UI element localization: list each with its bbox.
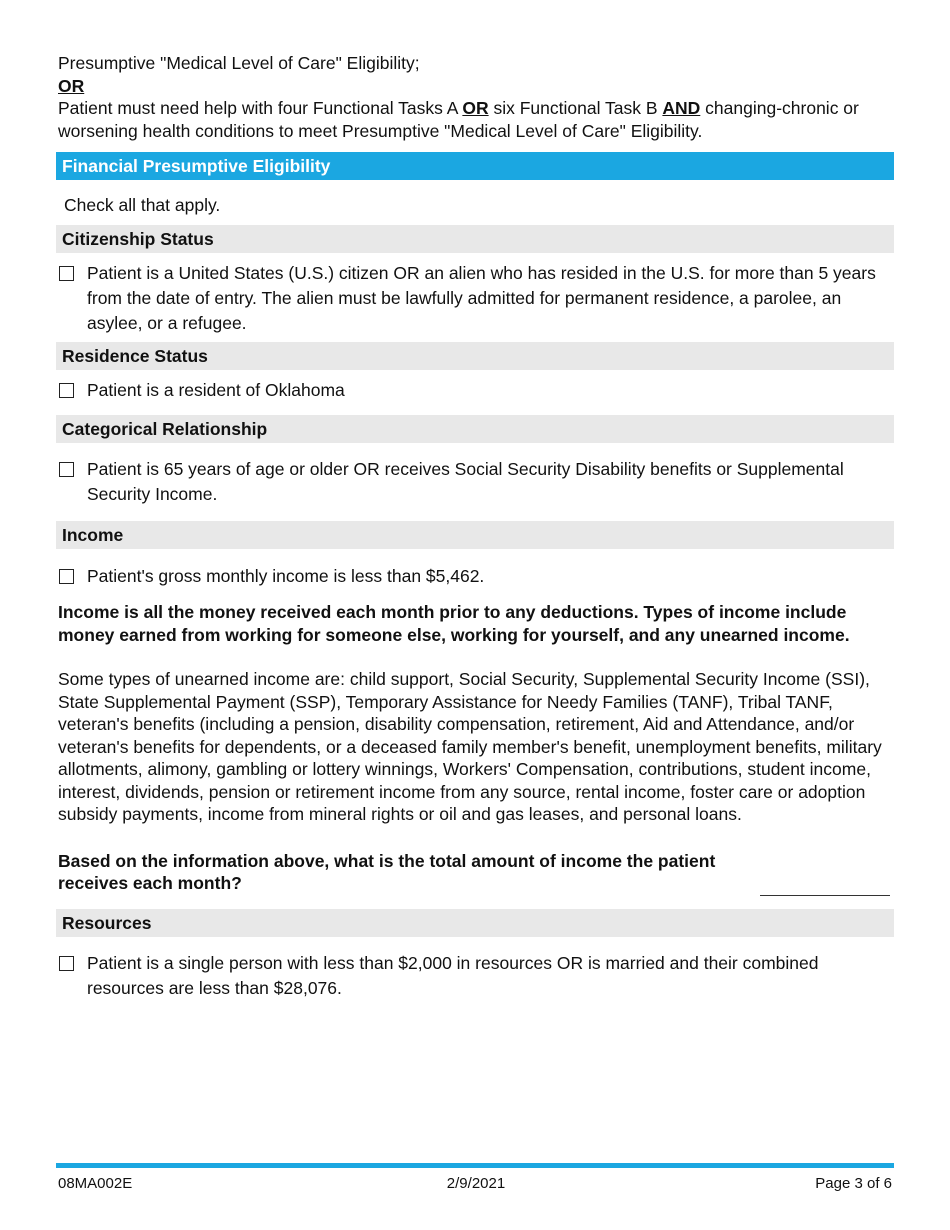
footer-divider (56, 1163, 894, 1168)
income-option (58, 564, 894, 589)
categorical-option-label: Patient is 65 years of age or older OR receives Social Security Disability benefits or Supplemental Security Income. (87, 459, 844, 504)
income-checkbox[interactable] (59, 569, 74, 584)
intro-text-1: Patient must need help with four Functional Tasks A (58, 98, 463, 118)
resources-option-label: Patient is a single person with less than $2,000 in resources OR is married and their combined resources are less than $28,076. (87, 952, 819, 998)
intro-line: Presumptive "Medical Level of Care" Eligibility; (58, 53, 420, 73)
categorical-header: Categorical Relationship (56, 415, 894, 443)
page-footer (58, 1175, 894, 1195)
residence-option-label: Patient is a resident of Oklahoma (87, 380, 345, 400)
revision-date: 2/9/2021 (446, 1175, 506, 1192)
residence-option (58, 378, 894, 403)
citizenship-option (58, 261, 894, 336)
check-all-instruction: Check all that apply. (64, 195, 221, 215)
income-option-label: Patient's gross monthly income is less than $5,462. (87, 566, 485, 586)
or-label: OR (58, 75, 85, 96)
form-page (58, 52, 894, 1001)
intro-text-2: six Functional Task B (488, 98, 663, 118)
categorical-checkbox[interactable] (59, 462, 74, 477)
financial-eligibility-header: Financial Presumptive Eligibility (56, 152, 894, 180)
page-number: Page 3 of 6 (815, 1175, 892, 1192)
citizenship-header: Citizenship Status (56, 225, 894, 253)
income-question (58, 850, 894, 895)
form-id: 08MA002E (58, 1175, 133, 1192)
citizenship-checkbox[interactable] (59, 266, 74, 281)
total-income-answer-line[interactable] (760, 894, 890, 896)
resources-header: Resources (56, 909, 894, 937)
intro-or-emphasis: OR (462, 98, 489, 118)
residence-header: Residence Status (56, 342, 894, 370)
intro-paragraph (58, 97, 894, 142)
income-header: Income (56, 521, 894, 549)
residence-checkbox[interactable] (59, 383, 74, 398)
income-definition: Income is all the money received each month prior to any deductions. Types of income include money earned from working for someone else, working for yourself, and any unearned income. (58, 602, 850, 645)
unearned-income-paragraph: Some types of unearned income are: child support, Social Security, Supplemental Security Income (SSI), State Supplemental Payment (SSP), Temporary Assistance for Needy Families (TANF), Tribal TANF, veteran's benefits (including a pension, disability compensation, retirement, Aid and Attendance, and/or veteran's benefits for dependents, or a deceased family member's benefit, unemployment benefits, military allotments, alimony, gambling or lottery winnings, Workers' Compensation, contributions, student income, interest, dividends, pension or retirement income from any source, rental income, foster care or adoption subsidy payments, income from mineral rights or oil and gas leases, and personal loans. (58, 669, 882, 824)
intro-text-3: changing-chronic or worsening health conditions to meet Presumptive "Medical Level of Care" Eligibility. (58, 98, 859, 141)
intro-and-emphasis: AND (662, 98, 701, 118)
resources-checkbox[interactable] (59, 956, 74, 971)
income-question-text: Based on the information above, what is the total amount of income the patient receives each month? (58, 850, 716, 893)
citizenship-option-label: Patient is a United States (U.S.) citizen OR an alien who has resided in the U.S. for more than 5 years from the date of entry. The alien must be lawfully admitted for permanent residence, a parolee, an asylee, or a refugee. (87, 263, 876, 333)
categorical-option (58, 457, 894, 507)
intro-section (58, 52, 894, 142)
resources-option (58, 951, 894, 1001)
